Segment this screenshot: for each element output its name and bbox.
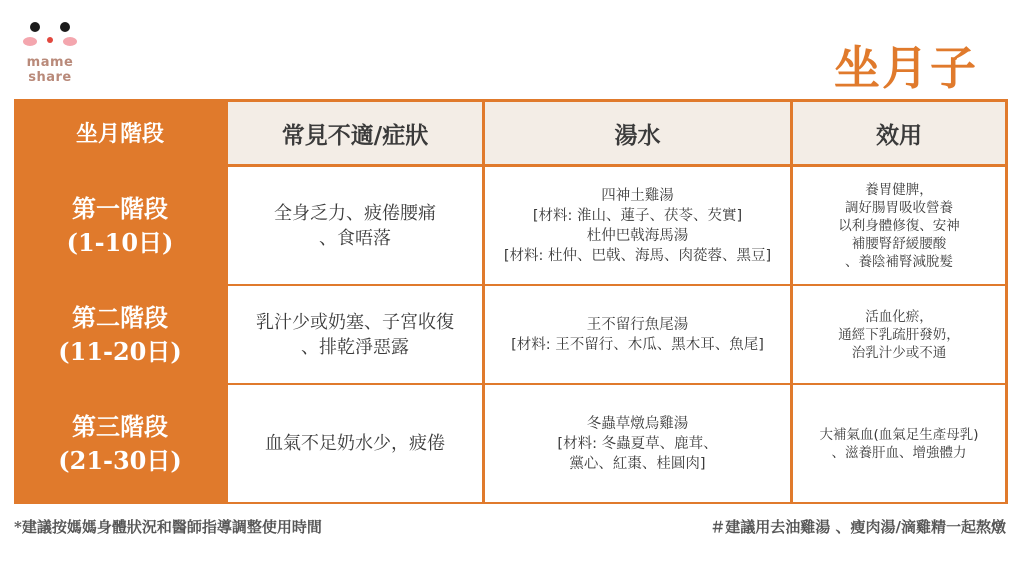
page-title: 坐月子 xyxy=(834,41,978,95)
header-stage: 坐月階段 xyxy=(75,120,164,147)
footer-note-timing: *建議按媽媽身體狀況和醫師指導調整使用時間 xyxy=(14,518,322,536)
row1-symptoms-line1: 全身乏力、疲倦腰痛 xyxy=(274,202,436,224)
header-effect: 效用 xyxy=(793,102,1005,164)
row2-symptoms-line2: 、排乾淨惡露 xyxy=(301,336,409,358)
row2-symptoms-line1: 乳汁少或奶塞、子宮收復 xyxy=(256,311,454,333)
row3-effect xyxy=(793,385,1005,502)
row1-soup-line4: [材料: 杜仲、巴戟、海馬、肉蓯蓉、黑豆] xyxy=(503,247,772,264)
logo-nose xyxy=(47,37,53,43)
mame-share-logo xyxy=(20,18,80,92)
row2-soup xyxy=(485,286,790,383)
row1-stage-name: 第一階段 xyxy=(72,193,168,223)
row1-effect-line2: 調好腸胃吸收營養 xyxy=(845,199,953,216)
row3-soup xyxy=(485,385,790,502)
row1-soup-line1: 四神土雞湯 xyxy=(601,187,674,204)
logo-eye-right xyxy=(60,22,70,32)
row1-soup xyxy=(485,167,790,284)
row3-soup-line3: 黨心、紅棗、桂圓肉] xyxy=(569,455,706,472)
header-symptoms: 常見不適/症狀 xyxy=(228,102,482,164)
row1-effect-line1: 養胃健脾， xyxy=(865,181,933,198)
row1-stage xyxy=(14,167,226,284)
logo-eye-left xyxy=(30,22,40,32)
header-soup: 湯水 xyxy=(485,102,790,164)
row1-symptoms xyxy=(228,167,482,284)
logo-cheek-left xyxy=(23,37,37,46)
row1-effect-line5: 、養陰補腎減脫髮 xyxy=(845,253,953,270)
row3-symptoms xyxy=(228,385,482,502)
row2-symptoms xyxy=(228,286,482,383)
row2-effect xyxy=(793,286,1005,383)
row2-effect-line3: 治乳汁少或不通 xyxy=(851,344,947,361)
row3-effect-line1: 大補氣血(血氣足生產母乳) xyxy=(819,426,979,443)
row2-effect-line2: 通經下乳疏肝發奶， xyxy=(838,326,960,343)
row2-soup-line2: [材料: 王不留行、木瓜、黑木耳、魚尾] xyxy=(511,336,764,353)
logo-text-line1: mame xyxy=(26,55,74,70)
footer-note-soup-base: ＃建議用去油雞湯 、瘦肉湯/滴雞精一起熬燉 xyxy=(710,518,1006,536)
row1-effect xyxy=(793,167,1005,284)
logo-cheek-right xyxy=(63,37,77,46)
row1-soup-line2: [材料: 淮山、蓮子、茯苓、芡實] xyxy=(532,207,743,224)
row2-stage-days: (11-20日) xyxy=(58,336,182,366)
row3-stage xyxy=(14,385,226,502)
confinement-table xyxy=(14,99,1008,504)
row1-effect-line4: 補腰腎舒緩腰酸 xyxy=(851,235,947,252)
row3-soup-line1: 冬蟲草燉烏雞湯 xyxy=(586,415,689,432)
row1-effect-line3: 以利身體修復、安神 xyxy=(838,217,960,234)
row1-stage-days: (1-10日) xyxy=(66,227,174,257)
row2-stage xyxy=(14,286,226,383)
row3-stage-name: 第三階段 xyxy=(72,411,168,441)
row3-stage-days: (21-30日) xyxy=(58,445,182,475)
row1-soup-line3: 杜仲巴戟海馬湯 xyxy=(586,227,689,244)
row1-symptoms-line2: 、食唔落 xyxy=(319,227,391,249)
row3-effect-line2: 、滋養肝血、增強體力 xyxy=(831,444,967,461)
logo-text-line2: share xyxy=(28,70,72,85)
row3-soup-line2: [材料: 冬蟲夏草、鹿茸、 xyxy=(557,435,718,452)
row2-stage-name: 第二階段 xyxy=(72,302,168,332)
row2-effect-line1: 活血化瘀， xyxy=(865,308,933,325)
row3-symptoms-line1: 血氣不足奶水少，疲倦 xyxy=(265,433,445,454)
row2-soup-line1: 王不留行魚尾湯 xyxy=(586,316,689,333)
